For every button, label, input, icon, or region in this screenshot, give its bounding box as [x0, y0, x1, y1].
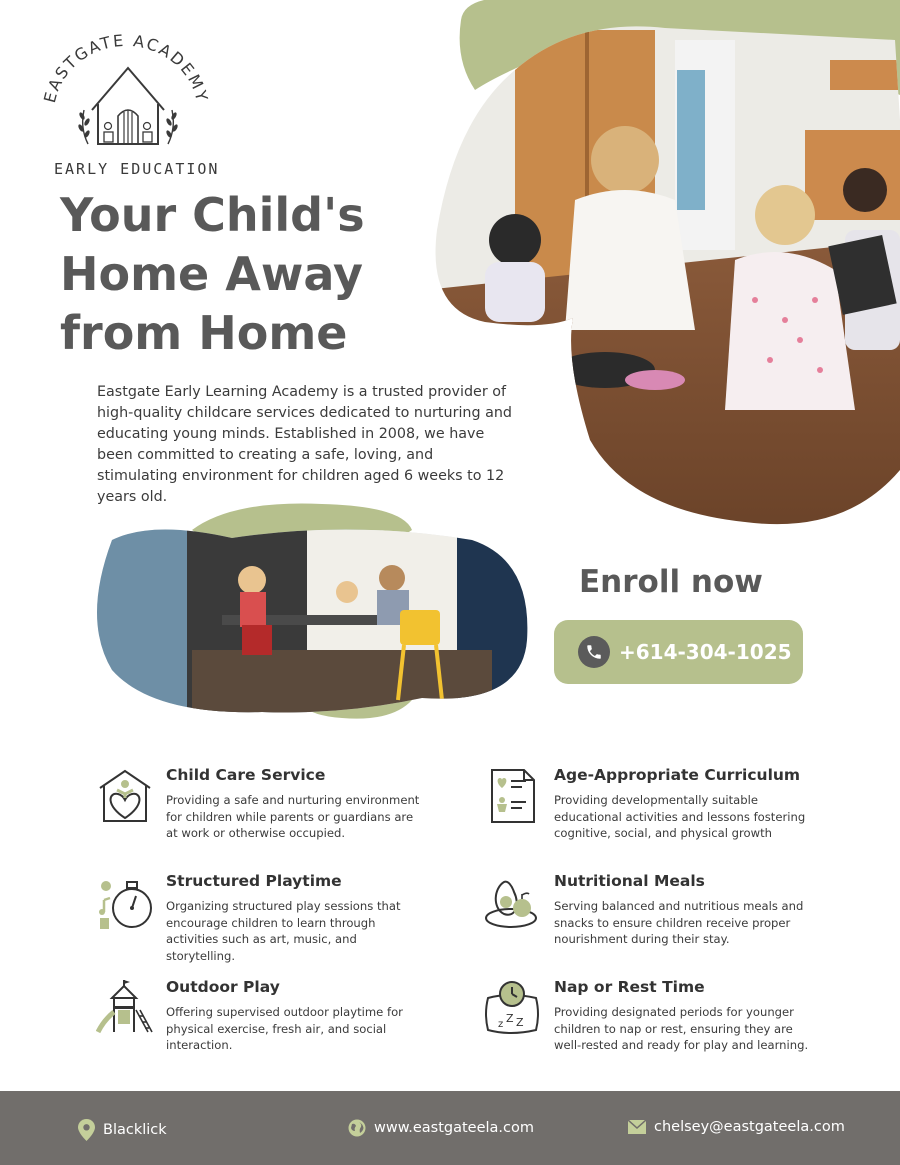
headline-line-3: from Home	[60, 306, 348, 360]
hero-photo	[425, 0, 900, 530]
footer-email[interactable]	[628, 1119, 845, 1135]
footer-email-text: chelsey@eastgateela.com	[654, 1119, 845, 1135]
svg-text:z: z	[498, 1019, 504, 1030]
service-description: Providing developmentally suitable educational activities and lessons fostering cognitive, social, and physical growth	[554, 793, 806, 841]
footer-location	[78, 1119, 167, 1141]
location-pin-icon	[78, 1119, 95, 1141]
headline-line-2: Home Away	[60, 247, 363, 301]
svg-text:Z: Z	[516, 1016, 524, 1029]
service-description: Providing a safe and nurturing environment for children while parents or guardians are at work or otherwise occupied.	[166, 793, 420, 841]
enroll-heading: Enroll now	[579, 564, 763, 600]
phone-call-button[interactable]	[554, 620, 803, 684]
stopwatch-icon	[96, 874, 154, 932]
service-title: Structured Playtime	[166, 872, 342, 890]
service-description: Offering supervised outdoor playtime for physical exercise, fresh air, and social interaction.	[166, 1005, 403, 1053]
service-description: Serving balanced and nutritious meals and snacks to ensure children receive proper nourishment during their stay.	[554, 899, 804, 947]
footer-location-text: Blacklick	[103, 1122, 167, 1138]
globe-icon	[348, 1119, 366, 1137]
phone-icon	[578, 636, 610, 668]
curriculum-checklist-icon	[484, 768, 542, 826]
service-description: Organizing structured play sessions that encourage children to learn through activities such as art, music, and storytelling.	[166, 899, 401, 963]
playground-icon	[96, 980, 154, 1038]
footer-website[interactable]	[348, 1119, 534, 1137]
service-title: Outdoor Play	[166, 978, 280, 996]
logo-tagline: EARLY EDUCATION	[54, 160, 220, 178]
footer-website-text: www.eastgateela.com	[374, 1120, 535, 1136]
service-title: Nap or Rest Time	[554, 978, 705, 996]
logo-arc-text: EASTGATE ACADEMY	[40, 32, 210, 105]
page-headline	[60, 186, 400, 363]
intro-paragraph: Eastgate Early Learning Academy is a trusted provider of high-quality childcare services dedicated to nurturing and educating young minds. Established in 2008, we have been committed to creating a safe, loving, and stimulating environment for children aged 6 weeks to 12 years old.	[97, 384, 513, 505]
avocado-plate-icon	[484, 874, 542, 932]
pillow-clock-icon	[484, 980, 542, 1038]
phone-number: +614-304-1025	[619, 640, 792, 664]
contact-footer	[0, 1091, 900, 1165]
svg-text:Z: Z	[506, 1012, 514, 1025]
service-description: Providing designated periods for younger children to nap or rest, ensuring they are well-rested and ready for play and learning.	[554, 1005, 809, 1053]
envelope-icon	[628, 1120, 646, 1134]
service-title: Child Care Service	[166, 766, 326, 784]
headline-line-1: Your Child's	[60, 188, 365, 242]
service-title: Nutritional Meals	[554, 872, 705, 890]
classroom-photo	[92, 500, 532, 725]
service-title: Age-Appropriate Curriculum	[554, 766, 801, 784]
home-heart-icon	[96, 768, 154, 826]
